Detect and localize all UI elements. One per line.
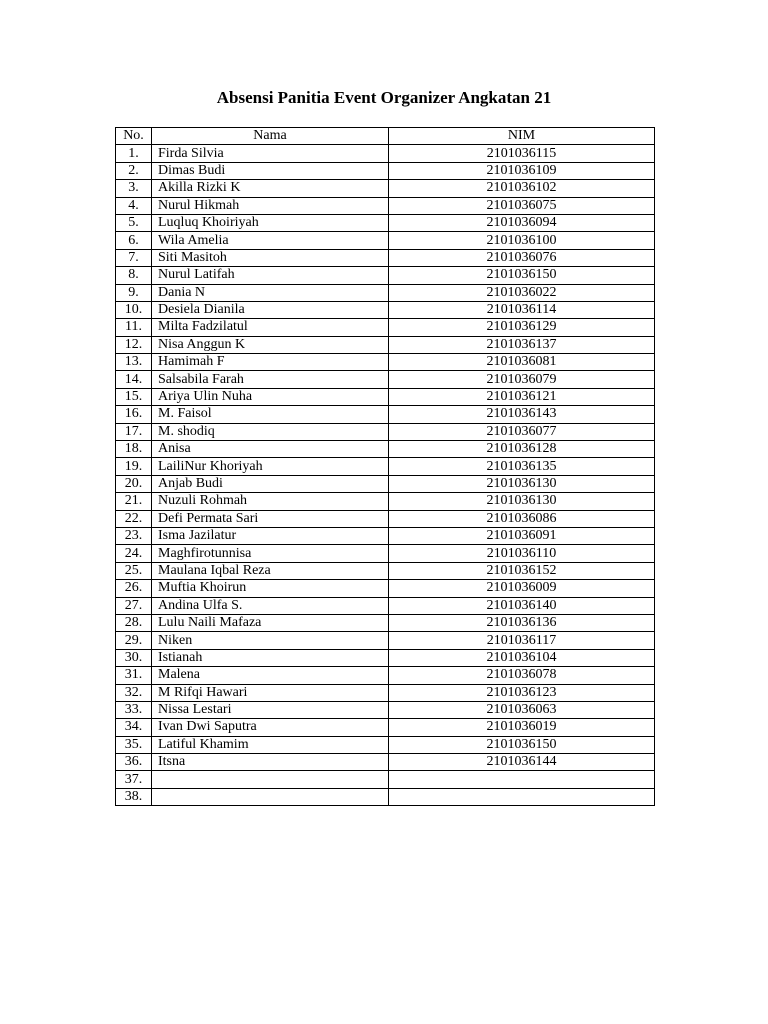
row-number: 32. [116,684,152,701]
table-row [116,771,655,788]
row-name: Nisa Anggun K [152,336,389,353]
row-number: 35. [116,736,152,753]
row-number: 6. [116,232,152,249]
row-number: 14. [116,371,152,388]
row-name: Siti Masitoh [152,249,389,266]
row-nim: 2101036110 [389,545,655,562]
row-number: 12. [116,336,152,353]
row-nim [389,771,655,788]
row-number: 9. [116,284,152,301]
column-header-nim: NIM [389,128,655,145]
row-name: Latiful Khamim [152,736,389,753]
row-name: Desiela Dianila [152,301,389,318]
row-nim: 2101036143 [389,406,655,423]
row-nim: 2101036129 [389,319,655,336]
table-row [116,701,655,718]
row-nim: 2101036009 [389,580,655,597]
table-row [116,597,655,614]
table-row [116,145,655,162]
row-name [152,788,389,805]
row-nim: 2101036081 [389,354,655,371]
table-row [116,667,655,684]
row-number: 28. [116,614,152,631]
row-number: 22. [116,510,152,527]
row-number: 3. [116,180,152,197]
row-number: 1. [116,145,152,162]
row-name: Muftia Khoirun [152,580,389,597]
row-nim: 2101036076 [389,249,655,266]
table-row [116,510,655,527]
row-name: Niken [152,632,389,649]
table-row [116,562,655,579]
table-body [116,145,655,806]
row-name: Istianah [152,649,389,666]
table-row [116,354,655,371]
row-name: Ivan Dwi Saputra [152,719,389,736]
table-row [116,719,655,736]
row-name: Malena [152,667,389,684]
table-row [116,180,655,197]
table-row [116,249,655,266]
table-row [116,371,655,388]
table-row [116,284,655,301]
row-name: Anjab Budi [152,475,389,492]
row-number: 23. [116,527,152,544]
row-name: Milta Fadzilatul [152,319,389,336]
attendance-table [115,127,655,806]
row-name: Akilla Rizki K [152,180,389,197]
row-name: Salsabila Farah [152,371,389,388]
table-row [116,684,655,701]
table-row [116,754,655,771]
table-row [116,232,655,249]
row-number: 7. [116,249,152,266]
row-name: Ariya Ulin Nuha [152,388,389,405]
page-title: Absensi Panitia Event Organizer Angkatan 21 [216,88,552,107]
table-row [116,423,655,440]
row-number: 13. [116,354,152,371]
row-name: Lulu Naili Mafaza [152,614,389,631]
row-nim: 2101036086 [389,510,655,527]
table-row [116,162,655,179]
row-name: LailiNur Khoriyah [152,458,389,475]
row-number: 4. [116,197,152,214]
row-nim: 2101036150 [389,736,655,753]
row-nim: 2101036091 [389,527,655,544]
row-number: 15. [116,388,152,405]
table-row [116,406,655,423]
row-number: 34. [116,719,152,736]
row-name: Nissa Lestari [152,701,389,718]
row-name: Dania N [152,284,389,301]
row-nim: 2101036079 [389,371,655,388]
row-name: Andina Ulfa S. [152,597,389,614]
row-number: 21. [116,493,152,510]
row-number: 2. [116,162,152,179]
table-row [116,336,655,353]
row-nim: 2101036075 [389,197,655,214]
table-row [116,214,655,231]
row-nim: 2101036130 [389,493,655,510]
row-nim: 2101036130 [389,475,655,492]
table-header-row [116,128,655,145]
row-name: Anisa [152,441,389,458]
table-row [116,388,655,405]
row-nim: 2101036115 [389,145,655,162]
row-nim: 2101036022 [389,284,655,301]
table-row [116,301,655,318]
table-row [116,475,655,492]
row-nim: 2101036152 [389,562,655,579]
column-header-no: No. [116,128,152,145]
row-name: Nuzuli Rohmah [152,493,389,510]
row-nim: 2101036144 [389,754,655,771]
row-nim: 2101036077 [389,423,655,440]
row-name: M. shodiq [152,423,389,440]
row-number: 18. [116,441,152,458]
row-number: 27. [116,597,152,614]
row-number: 20. [116,475,152,492]
table-row [116,458,655,475]
row-nim: 2101036094 [389,214,655,231]
row-name: Hamimah F [152,354,389,371]
row-nim: 2101036104 [389,649,655,666]
row-nim: 2101036135 [389,458,655,475]
table-row [116,545,655,562]
table-row [116,197,655,214]
column-header-name: Nama [152,128,389,145]
row-nim: 2101036128 [389,441,655,458]
row-nim: 2101036136 [389,614,655,631]
row-number: 5. [116,214,152,231]
row-nim: 2101036019 [389,719,655,736]
row-name: M. Faisol [152,406,389,423]
row-nim: 2101036102 [389,180,655,197]
row-nim: 2101036078 [389,667,655,684]
row-number: 11. [116,319,152,336]
row-nim: 2101036100 [389,232,655,249]
table-row [116,319,655,336]
row-name: Nurul Hikmah [152,197,389,214]
row-name: Firda Silvia [152,145,389,162]
row-nim: 2101036137 [389,336,655,353]
table-row [116,649,655,666]
row-name [152,771,389,788]
row-number: 19. [116,458,152,475]
row-number: 16. [116,406,152,423]
row-name: Nurul Latifah [152,267,389,284]
row-number: 30. [116,649,152,666]
row-name: Maghfirotunnisa [152,545,389,562]
row-number: 26. [116,580,152,597]
table-row [116,527,655,544]
row-number: 10. [116,301,152,318]
row-name: Isma Jazilatur [152,527,389,544]
row-name: Itsna [152,754,389,771]
row-number: 37. [116,771,152,788]
table-row [116,493,655,510]
table-row [116,267,655,284]
row-nim: 2101036063 [389,701,655,718]
row-number: 8. [116,267,152,284]
row-number: 17. [116,423,152,440]
row-nim [389,788,655,805]
row-name: Luqluq Khoiriyah [152,214,389,231]
row-name: Dimas Budi [152,162,389,179]
row-nim: 2101036117 [389,632,655,649]
row-nim: 2101036140 [389,597,655,614]
row-nim: 2101036109 [389,162,655,179]
table-row [116,788,655,805]
row-number: 29. [116,632,152,649]
row-name: Maulana Iqbal Reza [152,562,389,579]
row-number: 24. [116,545,152,562]
row-nim: 2101036123 [389,684,655,701]
table-row [116,736,655,753]
table-row [116,580,655,597]
row-nim: 2101036121 [389,388,655,405]
table-row [116,614,655,631]
row-number: 38. [116,788,152,805]
row-nim: 2101036114 [389,301,655,318]
row-number: 33. [116,701,152,718]
row-number: 31. [116,667,152,684]
row-number: 36. [116,754,152,771]
row-name: Wila Amelia [152,232,389,249]
row-name: M Rifqi Hawari [152,684,389,701]
row-nim: 2101036150 [389,267,655,284]
row-number: 25. [116,562,152,579]
table-row [116,441,655,458]
table-row [116,632,655,649]
row-name: Defi Permata Sari [152,510,389,527]
